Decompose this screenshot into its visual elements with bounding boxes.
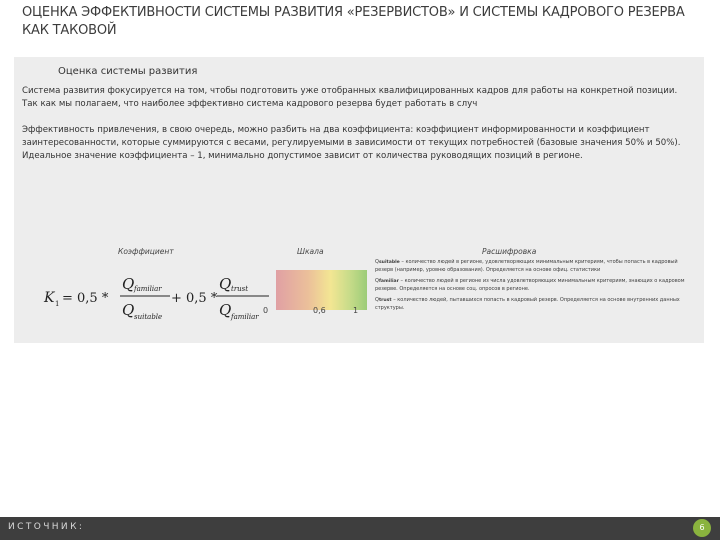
decoding-list bbox=[375, 259, 695, 316]
formula-equals: = 0,5 * bbox=[62, 291, 109, 306]
formula-den1-sub: suitable bbox=[134, 313, 163, 321]
formula-den1: Q bbox=[122, 301, 135, 319]
formula-num2-sub: trust bbox=[231, 285, 249, 293]
footer-bar bbox=[0, 517, 720, 540]
section-subheading: Оценка системы развития bbox=[58, 66, 198, 77]
decoding-item-familiar: Qfamiliar – количество людей в регионе из числа удовлетворяющих минимальным критериям, знающих о кадровом резерве. Определяется на основе соц. опросов в регионе. bbox=[375, 278, 685, 292]
scale-tick-threshold: 0,6 bbox=[313, 306, 326, 315]
scale-tick-min: 0 bbox=[263, 306, 269, 315]
formula-lhs-sub: 1 bbox=[55, 300, 60, 308]
column-header-coefficient: Коэффициент bbox=[118, 247, 174, 256]
paragraph-development-focus: Система развития фокусируется на том, чтобы подготовить уже отобранных квалифицированных кадров для работы на конкретной позиции. Так как мы полагаем, что наиболее эффективно система кадрового резерва будет работать в случ bbox=[22, 86, 678, 109]
formula-lhs: K bbox=[44, 290, 55, 306]
paragraph-attraction-efficiency: Эффективность привлечения, в свою очередь, можно разбить на два коэффициента: коэффициент информированности и коэффициент заинтересованности, которые суммируются с весами, регулируемыми в зависимости от текущих потребностей (базовые значения 50% и 50%). Идеальное значение коэффициента – 1, минимально допустимое зависит от количества руководящих позиций в регионе. bbox=[22, 125, 681, 161]
source-label: ИСТОЧНИК: bbox=[8, 522, 85, 532]
scale-tick-max: 1 bbox=[353, 306, 359, 315]
coefficient-formula bbox=[42, 267, 272, 327]
slide-title: ОЦЕНКА ЭФФЕКТИВНОСТИ СИСТЕМЫ РАЗВИТИЯ «РЕЗЕРВИСТОВ» И СИСТЕМЫ КАДРОВОГО РЕЗЕРВА КАК ТАКОВОЙ bbox=[22, 5, 685, 38]
formula-den2: Q bbox=[219, 301, 232, 319]
formula-plus: + 0,5 * bbox=[171, 291, 218, 306]
decoding-item-suitable: Qsuitable – количество людей в регионе, удовлетворяющих минимальным критериям, чтобы попасть в кадровый резерв (например, уровню образования). Определяется на основе офиц. статистики bbox=[375, 259, 678, 273]
formula-num1: Q bbox=[122, 275, 135, 293]
column-header-decoding: Расшифровка bbox=[482, 247, 537, 256]
column-header-scale: Шкала bbox=[297, 247, 324, 256]
page-number-badge: 6 bbox=[693, 519, 711, 537]
content-panel bbox=[14, 57, 704, 343]
coefficient-scale-bar bbox=[276, 270, 367, 310]
formula-num2: Q bbox=[219, 275, 232, 293]
formula-den2-sub: familiar bbox=[231, 313, 259, 321]
formula-num1-sub: familiar bbox=[134, 285, 162, 293]
decoding-item-trust: Qtrust – количество людей, пытавшихся попасть в кадровый резерв. Определяется на основе внутренних данных структуры. bbox=[375, 297, 680, 311]
